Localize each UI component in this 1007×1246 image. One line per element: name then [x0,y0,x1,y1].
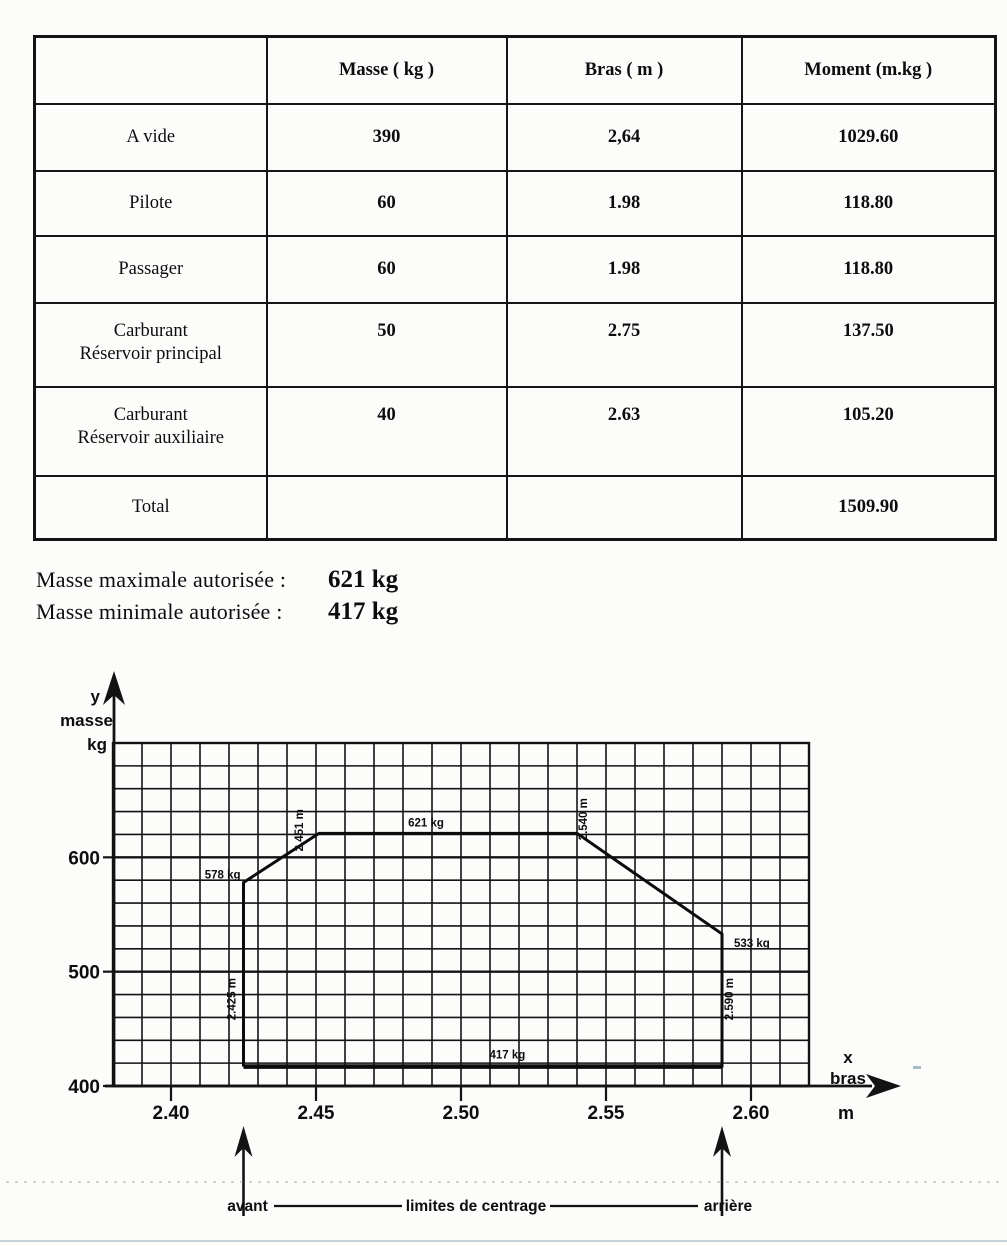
cell-moment: 1509.90 [742,476,996,539]
cell-bras: 1.98 [507,236,742,303]
table-row [35,387,996,476]
cell-masse: 40 [267,387,507,476]
envelope-annotation: 578 kg [204,869,241,882]
cell-moment: 118.80 [742,171,996,236]
envelope-annotation: 621 kg [408,817,444,830]
table-header-row [35,37,996,105]
cell-masse: 390 [267,104,507,171]
centrage-chart [0,660,1007,1246]
x-tick-label: 2.45 [297,1103,335,1124]
table-row [35,104,996,171]
table-row [35,476,996,539]
y-axis-title-line: masse [60,711,113,730]
footer-label-limites: limites de centrage [405,1198,547,1215]
row-label-line: Réservoir principal [79,344,222,365]
row-label-line: Réservoir auxiliaire [77,428,224,449]
row-label-line: Pilote [129,192,173,213]
x-tick-label: 2.50 [442,1103,480,1124]
envelope-annotation: 2.540 m [578,798,590,841]
row-label [35,476,267,539]
table-row [35,171,996,236]
x-axis-title-line: x [843,1048,853,1067]
y-tick-label: 500 [68,962,100,984]
row-label [35,171,267,236]
row-label-line: A vide [126,126,176,147]
weight-balance-table [33,35,997,541]
mass-limit-line [36,566,398,598]
header-empty [35,37,267,105]
mass-limits-notes [36,566,398,630]
x-axis-unit-label: m [837,1103,855,1123]
envelope-annotation: 2.425 m [226,978,239,1021]
row-label [35,303,267,387]
x-tick-label: 2.60 [732,1103,770,1124]
envelope-annotation: 2.451 m [293,809,306,852]
row-label [35,236,267,303]
cell-masse: 60 [267,236,507,303]
chart-grid [113,743,809,1086]
y-tick-label: 600 [68,848,100,870]
envelope-annotation: 417 kg [489,1049,526,1062]
envelope-annotation: 533 kg [734,937,770,950]
scan-edge-line [0,1240,1007,1242]
x-tick-label: 2.55 [587,1103,625,1124]
header-masse: Masse ( kg ) [267,37,507,105]
envelope-annotation: 2.590 m [724,978,736,1021]
cell-bras [507,476,742,539]
scan-speck [913,1066,921,1069]
y-tick-label: 400 [68,1077,100,1098]
row-label-line: Carburant [113,321,188,341]
footer-label-avant: avant [227,1198,268,1215]
row-label-line: Carburant [113,405,188,425]
x-tick-label: 2.40 [152,1103,190,1124]
cell-masse: 50 [267,303,507,387]
cell-moment: 118.80 [742,236,996,303]
table-row [35,236,996,303]
mass-limit-value: 417 kg [328,598,399,625]
row-label [35,387,267,476]
header-moment: Moment (m.kg ) [742,37,996,105]
cell-moment: 1029.60 [742,104,996,171]
cell-moment: 105.20 [742,387,996,476]
cell-moment: 137.50 [742,303,996,387]
x-axis-title-line: bras [830,1069,866,1088]
cell-bras: 2,64 [507,104,742,171]
mass-limit-label: Masse minimale autorisée : [36,599,283,624]
row-label-line: Total [131,496,170,517]
mass-limit-value: 621 kg [328,566,399,593]
y-axis-title-line: y [90,687,100,706]
cell-bras: 1.98 [507,171,742,236]
row-label-line: Passager [118,258,184,279]
cell-masse: 60 [267,171,507,236]
cell-bras: 2.63 [507,387,742,476]
footer-label-arriere: arrière [703,1198,753,1215]
mass-limit-line [36,598,398,630]
table-row [35,303,996,387]
y-axis-title-line: kg [87,735,107,754]
mass-limit-label: Masse maximale autorisée : [36,567,287,592]
cell-masse [267,476,507,539]
cell-bras: 2.75 [507,303,742,387]
header-bras: Bras ( m ) [507,37,742,105]
row-label [35,104,267,171]
